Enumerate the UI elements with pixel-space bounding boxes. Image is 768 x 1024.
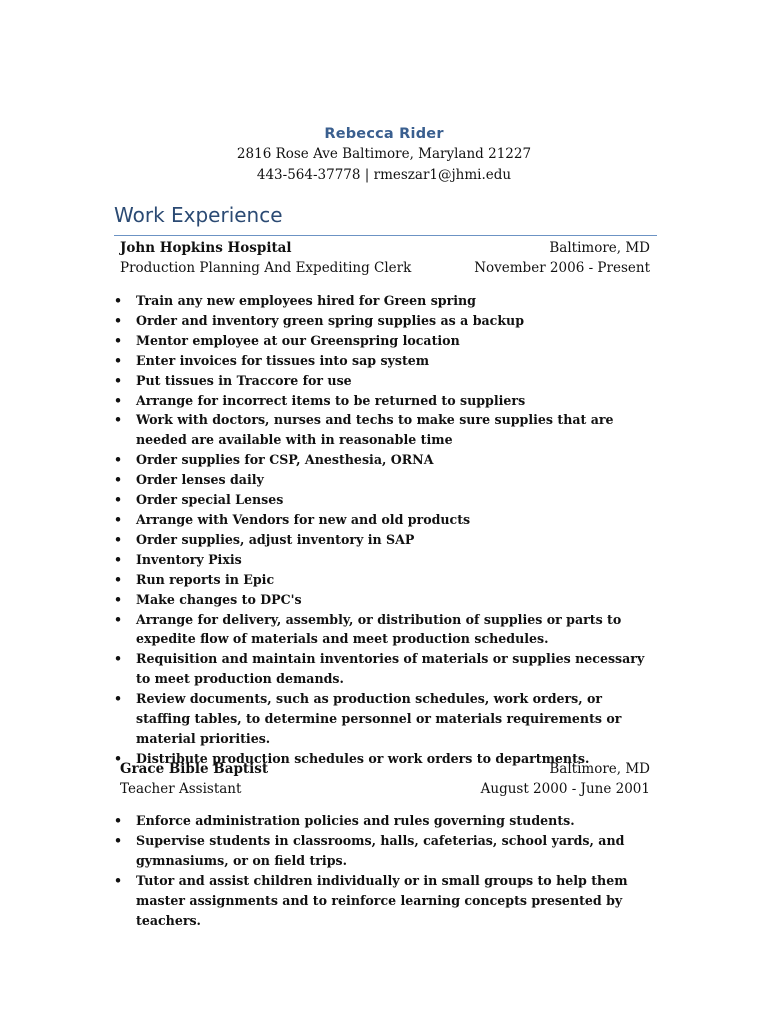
list-item bbox=[114, 331, 654, 351]
bullet-icon: • bbox=[114, 750, 123, 766]
bullet-icon: • bbox=[114, 472, 123, 488]
duty-text: Work with doctors, nurses and techs to make sure supplies that are needed are available with in reasonable time bbox=[136, 412, 614, 448]
list-item bbox=[114, 871, 654, 931]
list-item bbox=[114, 610, 654, 650]
section-title-work-experience: Work Experience bbox=[114, 203, 283, 227]
bullet-icon: • bbox=[114, 511, 123, 527]
bullet-icon: • bbox=[114, 651, 123, 667]
bullet-icon: • bbox=[114, 352, 123, 368]
bullet-icon: • bbox=[114, 452, 123, 468]
list-item bbox=[114, 450, 654, 470]
list-item bbox=[114, 649, 654, 689]
bullet-icon: • bbox=[114, 691, 123, 707]
duty-text: Distribute production schedules or work orders to departments. bbox=[136, 750, 590, 766]
duty-text: Enter invoices for tissues into sap system bbox=[136, 352, 430, 368]
job-employer-row bbox=[120, 238, 650, 258]
address-line: 2816 Rose Ave Baltimore, Maryland 21227 bbox=[236, 146, 532, 162]
list-item bbox=[114, 311, 654, 331]
bullet-icon: • bbox=[114, 332, 123, 348]
duty-text: Inventory Pixis bbox=[136, 551, 242, 567]
job-dates: August 2000 - June 2001 bbox=[480, 781, 650, 797]
bullet-icon: • bbox=[114, 531, 123, 547]
job-title: Teacher Assistant bbox=[120, 781, 242, 797]
duty-text: Run reports in Epic bbox=[136, 571, 275, 587]
duty-text: Review documents, such as production schedules, work orders, or staffing tables, to determine personnel or materials requirements or material priorities. bbox=[136, 691, 622, 746]
bullet-icon: • bbox=[114, 312, 123, 328]
duty-text: Order special Lenses bbox=[136, 492, 284, 508]
list-item bbox=[114, 811, 654, 831]
list-item bbox=[114, 570, 654, 590]
job-entry bbox=[120, 238, 650, 278]
bullet-icon: • bbox=[114, 591, 123, 607]
duty-text: Arrange for delivery, assembly, or distribution of supplies or parts to expedite flow of materials and meet production schedules. bbox=[136, 611, 622, 647]
job-title-row bbox=[120, 779, 650, 799]
bullet-icon: • bbox=[114, 571, 123, 587]
job-location: Baltimore, MD bbox=[549, 240, 650, 256]
list-item bbox=[114, 470, 654, 490]
duty-text: Enforce administration policies and rules governing students. bbox=[136, 813, 575, 828]
section-divider bbox=[114, 235, 657, 236]
list-item bbox=[114, 689, 654, 749]
bullet-icon: • bbox=[114, 611, 123, 627]
candidate-name: Rebecca Rider bbox=[324, 126, 444, 142]
list-item bbox=[114, 371, 654, 391]
list-item bbox=[114, 530, 654, 550]
list-item bbox=[114, 510, 654, 530]
bullet-icon: • bbox=[114, 832, 123, 848]
job-title: Production Planning And Expediting Clerk bbox=[120, 260, 412, 276]
list-item bbox=[114, 391, 654, 411]
job-entry bbox=[120, 759, 650, 799]
bullet-icon: • bbox=[114, 551, 123, 567]
duty-text: Mentor employee at our Greenspring location bbox=[136, 332, 460, 348]
duty-text: Tutor and assist children individually or in small groups to help them master assignments and to reinforce learning concepts presented by teachers. bbox=[136, 872, 628, 928]
phone-email-line: 443-564-37778 | rmeszar1@jhmi.edu bbox=[256, 167, 512, 183]
job-employer: John Hopkins Hospital bbox=[120, 240, 292, 256]
duty-text: Order lenses daily bbox=[136, 472, 264, 488]
duty-text: Arrange for incorrect items to be returned to suppliers bbox=[136, 392, 526, 408]
duty-text: Arrange with Vendors for new and old products bbox=[136, 511, 471, 527]
job-dates: November 2006 - Present bbox=[474, 260, 650, 276]
job-location: Baltimore, MD bbox=[549, 761, 650, 777]
bullet-icon: • bbox=[114, 293, 123, 308]
bullet-icon: • bbox=[114, 392, 123, 408]
job-employer: Grace Bible Baptist bbox=[120, 761, 269, 777]
list-item bbox=[114, 291, 654, 311]
list-item bbox=[114, 351, 654, 371]
duty-text: Order and inventory green spring supplies as a backup bbox=[136, 312, 525, 328]
bullet-icon: • bbox=[114, 412, 123, 428]
bullet-icon: • bbox=[114, 872, 123, 888]
resume-header bbox=[0, 124, 768, 186]
job-title-row bbox=[120, 258, 650, 278]
list-item bbox=[114, 831, 654, 871]
job-duties-list bbox=[114, 291, 654, 769]
duty-text: Supervise students in classrooms, halls, cafeterias, school yards, and gymnasiums, or on field trips. bbox=[136, 832, 625, 868]
list-item bbox=[114, 490, 654, 510]
duty-text: Order supplies, adjust inventory in SAP bbox=[136, 531, 415, 547]
job-duties-list bbox=[114, 811, 654, 930]
duty-text: Requisition and maintain inventories of materials or supplies necessary to meet production demands. bbox=[136, 651, 645, 687]
duty-text: Train any new employees hired for Green spring bbox=[136, 293, 476, 308]
bullet-icon: • bbox=[114, 372, 123, 388]
list-item bbox=[114, 550, 654, 570]
duty-text: Make changes to DPC's bbox=[136, 591, 302, 607]
list-item bbox=[114, 590, 654, 610]
job-employer-row bbox=[120, 759, 650, 779]
duty-text: Put tissues in Traccore for use bbox=[136, 372, 352, 388]
bullet-icon: • bbox=[114, 813, 123, 828]
list-item bbox=[114, 410, 654, 450]
bullet-icon: • bbox=[114, 492, 123, 508]
duty-text: Order supplies for CSP, Anesthesia, ORNA bbox=[136, 452, 434, 468]
